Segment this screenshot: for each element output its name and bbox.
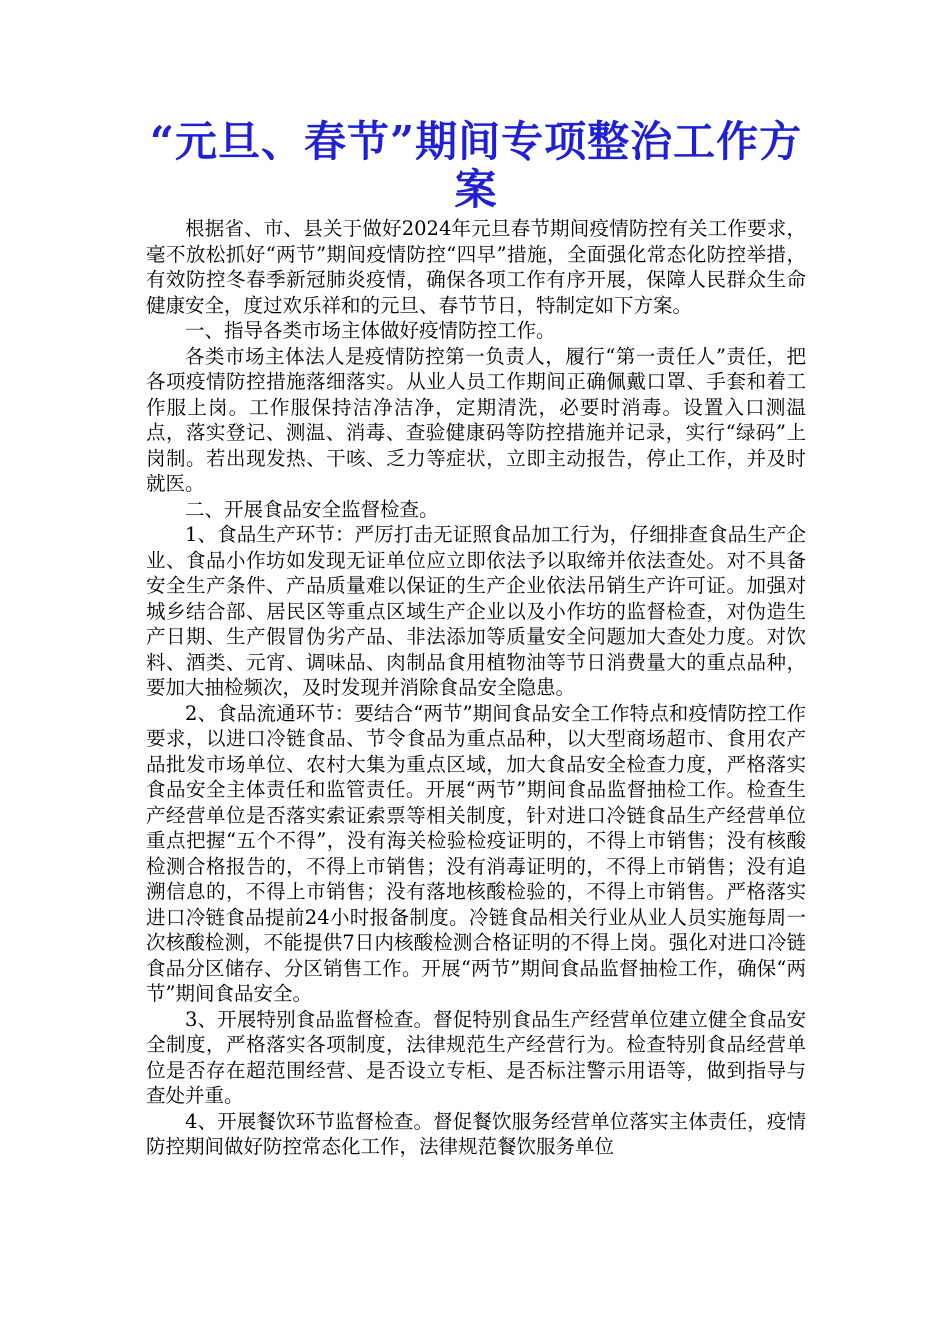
paragraph-production: 1、食品生产环节：严厉打击无证照食品加工行为，仔细排查食品生产企业、食品小作坊如发现无证单位应立即依法予以取缔并依法查处。对不具备安全生产条件、产品质量难以保证的生产企业依法吊销生产许可证。加强对城乡结合部、居民区等重点区域生产企业以及小作坊的监督检查，对伪造生产日期、生产假冒伪劣产品、非法添加等质量安全问题加大查处力度。对饮料、酒类、元宵、调味品、肉制品食用植物油等节日消费量大的重点品种，要加大抽检频次，及时发现并消除食品安全隐患。: [146, 523, 806, 699]
document-page: [146, 118, 806, 1160]
document-title: “元旦、春节”期间专项整治工作方案: [149, 117, 803, 214]
section-heading-2: 二、开展食品安全监督检查。: [185, 497, 439, 521]
paragraph-intro: 根据省、市、县关于做好2024年元旦春节期间疫情防控有关工作要求，毫不放松抓好“两节”期间疫情防控“四早”措施，全面强化常态化防控举措，有效防控冬春季新冠肺炎疫情，确保各项工作有序开展，保障人民群众生命健康安全，度过欢乐祥和的元旦、春节节日，特制定如下方案。: [146, 217, 806, 317]
paragraph-circulation: 2、食品流通环节：要结合“两节”期间食品安全工作特点和疫情防控工作要求，以进口冷链食品、节令食品为重点品种，以大型商场超市、食用农产品批发市场单位、农村大集为重点区域，加大食品安全检查力度，严格落实食品安全主体责任和监管责任。开展“两节”期间食品监督抽检工作。检查生产经营单位是否落实索证索票等相关制度，针对进口冷链食品生产经营单位重点把握“五个不得”，没有海关检验检疫证明的，不得上市销售；没有核酸检测合格报告的，不得上市销售；没有消毒证明的，不得上市销售；没有追溯信息的，不得上市销售；没有落地核酸检验的，不得上市销售。严格落实进口冷链食品提前24小时报备制度。冷链食品相关行业从业人员实施每周一次核酸检测，不能提供7日内核酸检测合格证明的不得上岗。强化对进口冷链食品分区储存、分区销售工作。开展“两节”期间食品监督抽检工作，确保“两节”期间食品安全。: [146, 701, 806, 1005]
paragraph-catering: 4、开展餐饮环节监督检查。督促餐饮服务经营单位落实主体责任，疫情防控期间做好防控常态化工作，法律规范餐饮服务单位: [146, 1109, 806, 1158]
paragraph-market-subjects: 各类市场主体法人是疫情防控第一负责人，履行“第一责任人”责任，把各项疫情防控措施落细落实。从业人员工作期间正确佩戴口罩、手套和着工作服上岗。工作服保持洁净洁净，定期清洗，必要时消毒。设置入口测温点，落实登记、测温、消毒、查验健康码等防控措施并记录，实行“绿码”上岗制。若出现发热、干咳、乏力等症状，立即主动报告，停止工作，并及时就医。: [146, 344, 806, 495]
paragraph-special-food: 3、开展特别食品监督检查。督促特别食品生产经营单位建立健全食品安全制度，严格落实各项制度，法律规范生产经营行为。检查特别食品经营单位是否存在超范围经营、是否设立专柜、是否标注警示用语等，做到指导与查处并重。: [146, 1007, 806, 1107]
section-heading-1: 一、指导各类市场主体做好疫情防控工作。: [185, 319, 556, 342]
